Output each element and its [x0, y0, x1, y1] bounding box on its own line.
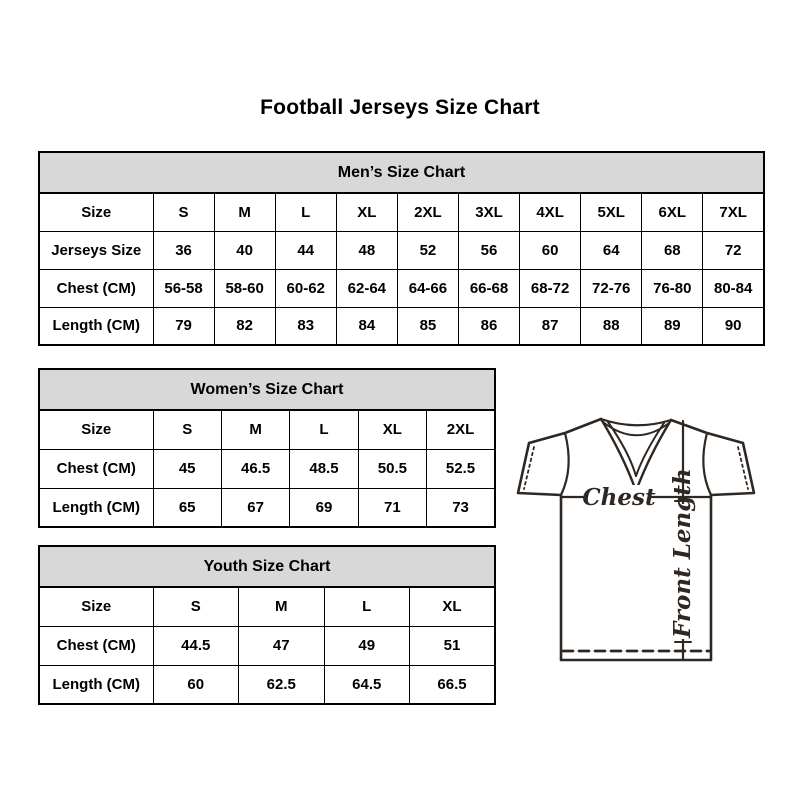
size-value: 44.5	[153, 626, 239, 665]
column-header: XL	[336, 193, 397, 231]
size-value: 48	[336, 231, 397, 269]
table-row	[39, 231, 764, 269]
size-value: 56-58	[153, 269, 214, 307]
size-value: 47	[239, 626, 325, 665]
size-value: 80-84	[703, 269, 764, 307]
size-value: 87	[520, 307, 581, 345]
row-label: Length (CM)	[39, 488, 153, 527]
table-row	[39, 307, 764, 345]
youth-size-table	[38, 545, 496, 705]
column-header: Size	[39, 587, 153, 626]
womens-size-table	[38, 368, 496, 528]
table-row	[39, 488, 495, 527]
size-value: 66-68	[458, 269, 519, 307]
page-title: Football Jerseys Size Chart	[260, 96, 540, 119]
column-header: 5XL	[581, 193, 642, 231]
size-value: 72	[703, 231, 764, 269]
size-value: 36	[153, 231, 214, 269]
size-value: 85	[397, 307, 458, 345]
size-value: 40	[214, 231, 275, 269]
row-label: Jerseys Size	[39, 231, 153, 269]
table-row	[39, 152, 764, 193]
column-header: Size	[39, 193, 153, 231]
size-value: 52.5	[427, 449, 495, 488]
size-value: 72-76	[581, 269, 642, 307]
size-value: 52	[397, 231, 458, 269]
size-value: 79	[153, 307, 214, 345]
size-value: 84	[336, 307, 397, 345]
size-value: 60-62	[275, 269, 336, 307]
size-value: 60	[153, 665, 239, 704]
column-header: S	[153, 193, 214, 231]
size-value: 56	[458, 231, 519, 269]
size-value: 89	[642, 307, 703, 345]
table-row	[39, 369, 495, 410]
table-row	[39, 665, 495, 704]
front-length-label: Front Length	[669, 468, 696, 638]
size-value: 73	[427, 488, 495, 527]
column-header: S	[153, 587, 239, 626]
column-header: 4XL	[520, 193, 581, 231]
size-value: 68	[642, 231, 703, 269]
size-value: 64	[581, 231, 642, 269]
table-title: Men’s Size Chart	[39, 152, 764, 193]
size-value: 50.5	[358, 449, 426, 488]
size-value: 69	[290, 488, 358, 527]
size-value: 67	[221, 488, 289, 527]
size-value: 82	[214, 307, 275, 345]
jersey-diagram-icon	[503, 400, 767, 664]
table-row	[39, 546, 495, 587]
column-header: L	[324, 587, 410, 626]
column-header: 2XL	[427, 410, 495, 449]
size-value: 62.5	[239, 665, 325, 704]
size-value: 71	[358, 488, 426, 527]
chest-label: Chest	[582, 484, 656, 511]
mens-size-table	[38, 151, 765, 346]
column-header: XL	[358, 410, 426, 449]
jersey-measurement-diagram	[503, 400, 767, 664]
column-header: L	[275, 193, 336, 231]
size-value: 46.5	[221, 449, 289, 488]
table-title: Youth Size Chart	[39, 546, 495, 587]
size-value: 76-80	[642, 269, 703, 307]
size-value: 90	[703, 307, 764, 345]
column-header: M	[214, 193, 275, 231]
size-value: 48.5	[290, 449, 358, 488]
row-label: Length (CM)	[39, 307, 153, 345]
size-value: 58-60	[214, 269, 275, 307]
size-value: 62-64	[336, 269, 397, 307]
column-header: L	[290, 410, 358, 449]
column-header: 2XL	[397, 193, 458, 231]
column-header: 3XL	[458, 193, 519, 231]
table-row	[39, 587, 495, 626]
row-label: Length (CM)	[39, 665, 153, 704]
size-value: 66.5	[410, 665, 496, 704]
row-label: Chest (CM)	[39, 269, 153, 307]
column-header: S	[153, 410, 221, 449]
size-value: 60	[520, 231, 581, 269]
table-row	[39, 410, 495, 449]
size-value: 64.5	[324, 665, 410, 704]
size-value: 51	[410, 626, 496, 665]
size-value: 44	[275, 231, 336, 269]
size-value: 88	[581, 307, 642, 345]
size-value: 83	[275, 307, 336, 345]
table-row	[39, 626, 495, 665]
size-value: 49	[324, 626, 410, 665]
size-value: 86	[458, 307, 519, 345]
table-row	[39, 269, 764, 307]
column-header: M	[239, 587, 325, 626]
column-header: M	[221, 410, 289, 449]
row-label: Chest (CM)	[39, 626, 153, 665]
size-value: 68-72	[520, 269, 581, 307]
size-value: 64-66	[397, 269, 458, 307]
table-row	[39, 449, 495, 488]
column-header: Size	[39, 410, 153, 449]
column-header: XL	[410, 587, 496, 626]
table-row	[39, 193, 764, 231]
table-title: Women’s Size Chart	[39, 369, 495, 410]
row-label: Chest (CM)	[39, 449, 153, 488]
size-value: 65	[153, 488, 221, 527]
column-header: 6XL	[642, 193, 703, 231]
size-value: 45	[153, 449, 221, 488]
column-header: 7XL	[703, 193, 764, 231]
